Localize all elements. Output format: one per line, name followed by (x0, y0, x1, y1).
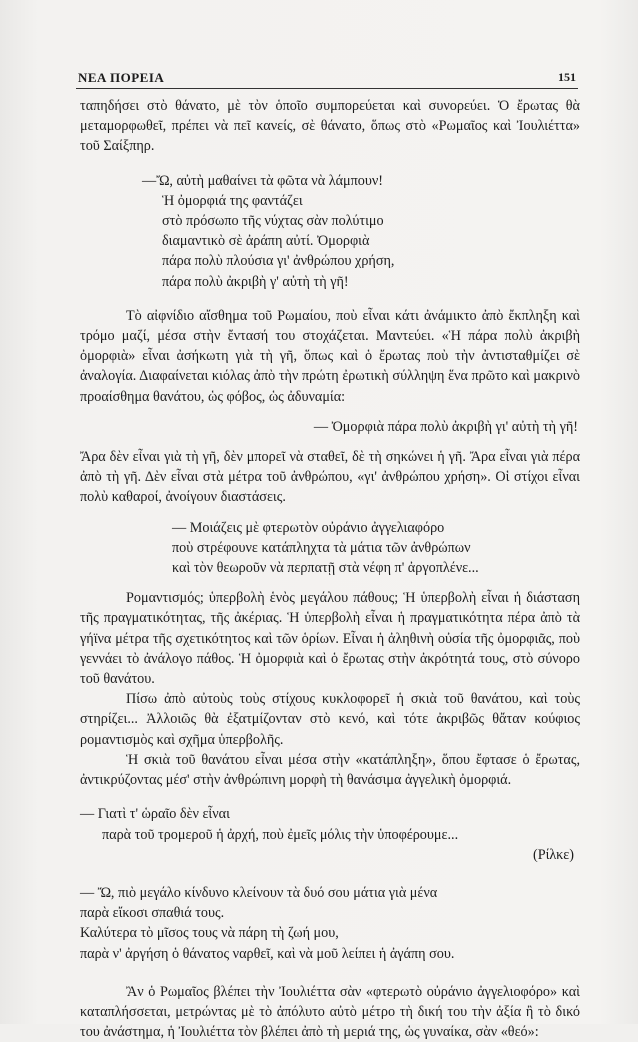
verse-juliet (80, 883, 580, 964)
journal-title: ΝΕΑ ΠΟΡΕΙΑ (78, 70, 165, 85)
page-header (76, 68, 578, 89)
verse-line: — Γιατὶ τ' ὡραῖο δὲν εἶναι (80, 806, 230, 823)
paragraph-2: Τὸ αἰφνίδιο αἴσθημα τοῦ Ρωμαίου, ποὺ εἶναι κάτι ἀνάμικτο ἀπὸ ἔκπληξη καὶ τρόμο μαζί, μέσα στὴν ἔντασή του στοχάζεται. Μαντεύει. «Ἡ πάρα πολὺ ἀκριβὴ ὀμορφιὰ» εἶναι ἀσήκωτη γιὰ τὴ γῆ, ὅπως καὶ ὁ ἔρωτας ποὺ τὴν ἀντισταθμίζει σὲ ἀναλογία. Διαφαίνεται κιόλας ἀπὸ τὴν πρώτη ἐρωτικὴ σύλληψη ἕνα πρῶτο καὶ μακρινὸ προαίσθημα θανάτου, ὡς φόβος, ὡς ἀδυναμία: (80, 307, 580, 405)
verse-romeo-2 (172, 518, 580, 579)
verse-line: πάρα πολὺ πλούσια γι' ἀνθρώπου χρήση, (162, 253, 395, 270)
verse-line: πάρα πολὺ ἀκριβὴ γ' αὐτὴ τὴ γῆ! (162, 273, 349, 290)
paragraph-1: ταπηδήσει στὸ θάνατο, μὲ τὸν ὁποῖο συμπορεύεται καὶ συνορεύει. Ὁ ἔρωτας θὰ μεταμορφωθεῖ, πρέπει νὰ πεῖ κανείς, σὲ θάνατο, ὅπως στὸ «Ρωμαῖος καὶ Ἰουλιέττα» τοῦ Σαίξπηρ. (80, 98, 580, 155)
page-number: 151 (558, 70, 576, 84)
verse-line: Ἡ ὀμορφιά της φαντάζει (162, 192, 303, 209)
verse-line: παρὰ τοῦ τρομεροῦ ἡ ἀρχή, ποὺ ἐμεῖς μόλις τὴν ὑποφέρουμε... (102, 826, 459, 843)
paragraph-5: Πίσω ἀπὸ αὐτοὺς τοὺς στίχους κυκλοφορεῖ ἡ σκιὰ τοῦ θανάτου, καὶ τοὺς στηρίζει... Ἀλλοιῶς θὰ ἐξατμίζονταν στὸ κενό, καὶ τότε ἀκριβῶς θἄταν κούφιος ρομαντισμὸς καὶ σχῆμα ὑπερβολῆς. (80, 691, 580, 748)
verse-line: —Ὤ, αὐτὴ μαθαίνει τὰ φῶτα νὰ λάμπουν! (142, 172, 384, 189)
verse-line: Καλύτερα τὸ μῖσος τους νὰ πάρη τὴ ζωή μου, (80, 925, 339, 942)
verse-line: διαμαντικὸ σὲ ἀράπη αὐτί. Ὀμορφιὰ (162, 233, 370, 250)
verse-line: — Μοιάζεις μὲ φτερωτὸν οὐράνιο ἀγγελιαφόρο (172, 519, 445, 536)
verse-line: παρὰ ν' ἀργήση ὁ θάνατος ναρθεῖ, καὶ νὰ μοῦ λείπει ἡ ἀγάπη σου. (80, 945, 455, 962)
verse-line: ποὺ στρέφουνε κατάπληχτα τὰ μάτια τῶν ἀνθρώπων (172, 539, 471, 556)
verse-romeo-1 (142, 171, 580, 292)
paragraph-7: Ἂν ὁ Ρωμαῖος βλέπει τὴν Ἰουλιέττα σὰν «φτερωτὸ οὐράνιο ἀγγελιοφόρο» καὶ καταπλήσσεται, μετρώντας μὲ τὸ ἀπόλυτο αὐτὸ μέτρο τὴ δική του τὴν ἀξία ἢ τὸ δικό του ἀνάστημα, ἡ Ἰουλιέττα τὸν βλέπει ἀπὸ τὴ μεριά της, ὡς γυναίκα, σὰν «θεό»: (80, 983, 580, 1041)
verse-line: — Ὤ, πιὸ μεγάλο κίνδυνο κλείνουν τὰ δυό σου μάτια γιὰ μένα (80, 884, 438, 901)
paragraph-6: Ἡ σκιὰ τοῦ θανάτου εἶναι μέσα στὴν «κατάπληξη», ὅπου ἔφτασε ὁ ἔρωτας, ἀντικρύζοντας μέσ' στὴν ἀνθρώπινη μορφὴ τὴ θανάσιμα ἀγγελικὴ ὀμορφιά. (80, 751, 580, 789)
verse-rilke (80, 804, 580, 865)
verse-line: στὸ πρόσωπο τῆς νύχτας σὰν πολύτιμο (162, 213, 384, 230)
verse-quote: — Ὀμορφιὰ πάρα πολὺ ἀκριβὴ γι' αὐτὴ τὴ γῆ! (313, 418, 578, 435)
paragraph-4: Ρομαντισμός; ὑπερβολὴ ἑνὸς μεγάλου πάθους; Ἡ ὑπερβολὴ εἶναι ἡ διάσταση τῆς πραγματικότητας, τῆς ἀκέριας. Ἡ ὑπερβολὴ εἶναι ἡ πραγματικότητα πέρα ἀπὸ τὰ γήϊνα μέτρα τῆς σχετικότητος καὶ τῶν ὁρίων. Εἶναι ἡ ἀληθινὴ οὐσία τῆς ὀμορφιᾶς, ποὺ γεννάει τὸ ἀνάλογο πάθος. Ἡ ὀμορφιὰ καὶ ὁ ἔρωτας στὴν ἀκρότητά τους, στὸ σύνορο τοῦ θανάτου. (80, 590, 580, 688)
verse-line: καὶ τὸν θεωροῦν νὰ περπατῇ στὰ νέφη π' ἀργοπλένε... (172, 560, 479, 577)
page-body (80, 96, 580, 1042)
paragraph-3: Ἄρα δὲν εἶναι γιὰ τὴ γῆ, δὲν μπορεῖ νὰ σταθεῖ, δὲ τὴ σηκώνει ἡ γῆ. Ἄρα εἶναι γιὰ πέρα ἀπὸ τὴ γῆ. Δὲν εἶναι στὰ μέτρα τοῦ ἀνθρώπου, «γι' ἀνθρώπου χρήση». Οἱ στίχοι εἶναι πολὺ καθαροί, ἀνοίγουν διαστάσεις. (80, 449, 580, 506)
verse-author: (Ρίλκε) (532, 846, 574, 863)
verse-line: παρὰ εἴκοσι σπαθιά τους. (80, 905, 225, 922)
